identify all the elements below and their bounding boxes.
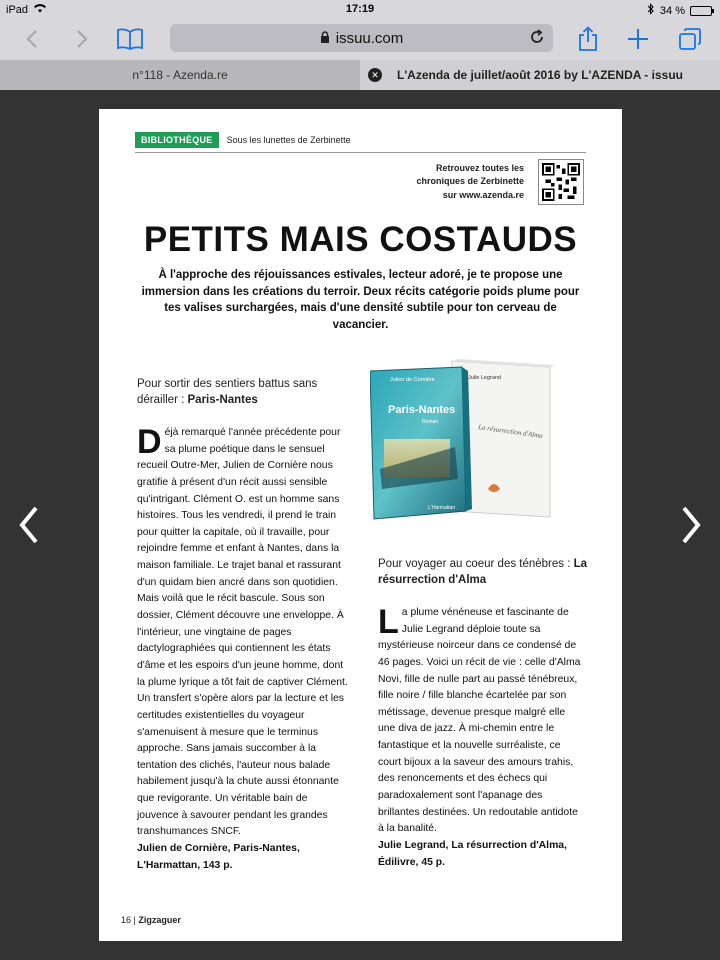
page-footer: 16 | Zigzaguer — [121, 915, 181, 925]
article1-body — [137, 425, 351, 874]
book-cover-paris-nantes — [370, 367, 472, 519]
article1-intro-text: Pour sortir des sentiers battus sans dérailler : — [137, 378, 318, 406]
book1-author: Julien de Cornière — [390, 377, 435, 383]
chevron-left-icon — [18, 505, 40, 545]
bookmarks-button[interactable] — [114, 24, 146, 54]
tabs-icon — [678, 27, 702, 51]
article2-body — [378, 605, 584, 871]
book-icon — [117, 28, 143, 50]
qr-code-icon — [538, 159, 584, 205]
tab-label: L'Azenda de juillet/août 2016 by L'AZENDA - issuu — [397, 68, 683, 82]
page-number: 16 — [121, 915, 132, 925]
share-icon — [578, 26, 598, 52]
qr-promo — [416, 159, 584, 205]
qr-text-line: Retrouvez toutes les — [435, 163, 524, 174]
article2-credit-line: Édilivre, 45 p. — [378, 856, 445, 868]
battery-icon — [690, 6, 712, 16]
chevron-right-icon — [76, 29, 88, 49]
back-button[interactable] — [16, 24, 48, 54]
device-label: iPad — [6, 3, 29, 16]
book-covers-image — [370, 359, 555, 529]
article2-intro-text: Pour voyager au coeur des ténèbres : — [378, 558, 574, 570]
dropcap: D — [137, 423, 162, 461]
tab-bar — [0, 60, 720, 90]
document-viewer — [0, 90, 720, 960]
tabs-button[interactable] — [674, 24, 706, 54]
tab-azenda[interactable] — [0, 60, 360, 90]
address-bar[interactable] — [170, 24, 553, 52]
tab-label: n°118 - Azenda.re — [132, 68, 228, 82]
chevron-left-icon — [26, 29, 38, 49]
qr-text-line: chroniques de Zerbinette — [416, 176, 524, 187]
article2-intro — [378, 557, 588, 588]
battery-percent: 34 % — [659, 4, 685, 17]
plus-icon — [627, 28, 649, 50]
article1-text: éjà remarqué l'année précédente pour sa plume poétique dans le sensuel recueil Outre-Mer, Julien de Cornière nous gratifie à présent d'un récit aussi sensible qu'intrigant. Clément O. est un homme sans histoires. Tous les vendredi, il prend le train pour quitter la capitale, où il travaille, pour rejoindre femme et enfant à Nantes, dans la maison familiale. Le trajet banal et rassurant d'un quidam bien ancré dans son quotidien. Mais voilà que le récit bascule. Sous son dossier, Clément découvre une enveloppe. À l'intérieur, une vingtaine de pages dactylographiées qui contiennent les états d'âme et les espoirs d'un jeune homme, dont la plume lyrique a tôt fait de captiver Clément. Un transfert s'opère alors par la lecture et les certitudes existentielles du voyageur s'amenuisent à mesure que le terminus approche. Sans jamais succomber à la tentation des clichés, l'auteur nous balade habilement jusqu'à la chute aussi étonnante que revigorante. Un véritable bain de jouvence à savourer pendant les grandes transhumances SNCF. — [137, 427, 348, 838]
new-tab-button[interactable] — [622, 24, 654, 54]
clock: 17:19 — [345, 3, 375, 15]
article1-intro — [137, 377, 347, 408]
headline: PETITS MAIS COSTAUDS — [143, 220, 578, 259]
share-button[interactable] — [572, 24, 604, 54]
next-page-button[interactable] — [676, 505, 706, 545]
footer-section: Zigzaguer — [138, 915, 181, 925]
qr-text-line: sur www.azenda.re — [442, 189, 524, 200]
article1-credit-line: L'Harmattan, 143 p. — [137, 859, 233, 871]
lock-icon — [320, 30, 330, 47]
section-subtitle: Sous les lunettes de Zerbinette — [226, 135, 351, 145]
dropcap: L — [378, 603, 399, 641]
lead-paragraph: À l'approche des réjouissances estivales, lecteur adoré, je te propose une immersion dans les créations du terroir. Deux récits catégorie poids plume pour tes valises surchargées, mais d'une densité subtile pour ton cerveau de vacancier. — [141, 269, 580, 332]
book2-title: La résurrection d'Alma — [477, 423, 544, 441]
divider — [135, 152, 586, 153]
tab-issuu[interactable] — [360, 60, 720, 90]
article1-intro-bold: Paris-Nantes — [187, 393, 258, 406]
book1-genre: Roman — [422, 419, 439, 425]
section-header — [135, 132, 351, 148]
section-tag: BIBLIOTHÈQUE — [135, 132, 219, 148]
book1-publisher: L'Harmattan — [428, 505, 456, 511]
article2-intro-bold: La résurrection d'Alma — [378, 558, 588, 586]
article2-text: a plume vénéneuse et fascinante de Julie Legrand déploie toute sa mystérieuse noirceur dans ce condensé de 46 pages. Voici un récit de vie : celle d'Alma Novi, fille de nulle part au passé ténébreux, fille noire / fille blanche écartelée par son métissage, devenue presque malgré elle une diva de jazz. À mi-chemin entre le fantastique et la nouvelle surréaliste, ce court bijoux a la saveur des amours trahis, des renoncements et des échecs qui paradoxalement sont l'apanage des brillantes destinées. Un redoutable antidote à la banalité. — [378, 607, 581, 835]
previous-page-button[interactable] — [14, 505, 44, 545]
book2-author: Julie Legrand — [468, 375, 502, 381]
book1-title: Paris-Nantes — [388, 404, 456, 416]
url-text: issuu.com — [335, 29, 404, 47]
article1-credit-line: Julien de Cornière, Paris-Nantes, — [137, 843, 300, 855]
magazine-page — [99, 109, 622, 941]
article2-credit-line: Julie Legrand, La résurrection d'Alma, — [378, 839, 567, 851]
browser-toolbar — [0, 20, 720, 60]
status-bar — [0, 0, 720, 20]
forward-button[interactable] — [66, 24, 98, 54]
bluetooth-icon — [647, 3, 655, 18]
chevron-right-icon — [680, 505, 702, 545]
reload-icon[interactable] — [529, 29, 545, 49]
close-icon[interactable]: ✕ — [368, 68, 382, 82]
